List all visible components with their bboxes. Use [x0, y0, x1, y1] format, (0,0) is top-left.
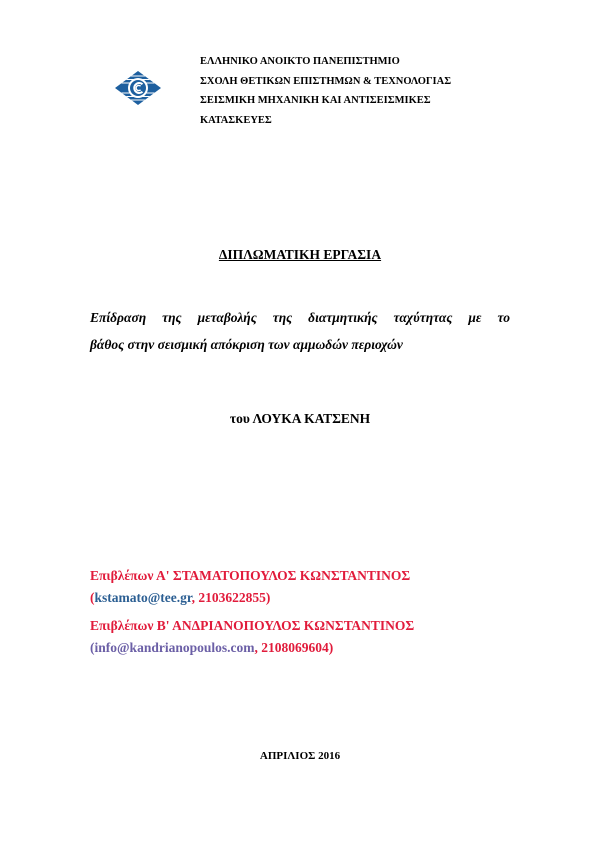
- supervisor-b-email-link[interactable]: info@kandrianopoulos.com: [94, 640, 255, 655]
- program-name-line-2: ΚΑΤΑΣΚΕΥΕΣ: [200, 114, 272, 126]
- document-type: ΔΙΠΛΩΜΑΤΙΚΗ ΕΡΓΑΣΙΑ: [218, 247, 382, 262]
- supervisor-b-phone: , 2108069604): [254, 640, 334, 655]
- supervisor-b-name: Επιβλέπων Β' ΑΝΔΡΙΑΝΟΠΟΥΛΟΣ ΚΩΝΣΤΑΝΤΙΝΟΣ: [90, 618, 415, 633]
- institution-header: [200, 52, 451, 130]
- supervisor-a-open-paren: (: [90, 590, 95, 605]
- supervisor-b-contact: [90, 637, 414, 659]
- school-name: ΣΧΟΛΗ ΘΕΤΙΚΩΝ ΕΠΙΣΤΗΜΩΝ & ΤΕΧΝΟΛΟΓΙΑΣ: [200, 75, 452, 87]
- submission-date: ΑΠΡΙΛΙΟΣ 2016: [259, 750, 341, 762]
- supervisors-block: [90, 565, 414, 659]
- program-name-line-1: ΣΕΙΣΜΙΚΗ ΜΗΧΑΝΙΚΗ ΚΑΙ ΑΝΤΙΣΕΙΣΜΙΚΕΣ: [200, 95, 431, 106]
- thesis-title-line-1: Επίδραση της μεταβολής της διατμητικής ταχύτητας με το: [90, 310, 510, 325]
- thesis-title: [90, 304, 510, 358]
- supervisor-a-phone: , 2103622855): [191, 590, 271, 605]
- supervisor-a-email-link[interactable]: kstamato@tee.gr: [94, 590, 192, 605]
- thesis-title-line-2: βάθος στην σεισμική απόκριση των αμμωδών περιοχών: [90, 337, 403, 352]
- supervisor-b-open-paren: (: [90, 640, 95, 655]
- university-name: ΕΛΛΗΝΙΚΟ ΑΝΟΙΚΤΟ ΠΑΝΕΠΙΣΤΗΜΙΟ: [200, 56, 400, 67]
- eap-university-logo: [114, 70, 162, 106]
- author-name: του ΛΟΥΚΑ ΚΑΤΣΕΝΗ: [229, 411, 371, 426]
- supervisor-a-contact: [90, 587, 414, 609]
- supervisor-a-name: Επιβλέπων Α' ΣΤΑΜΑΤΟΠΟΥΛΟΣ ΚΩΝΣΤΑΝΤΙΝΟΣ: [90, 568, 411, 583]
